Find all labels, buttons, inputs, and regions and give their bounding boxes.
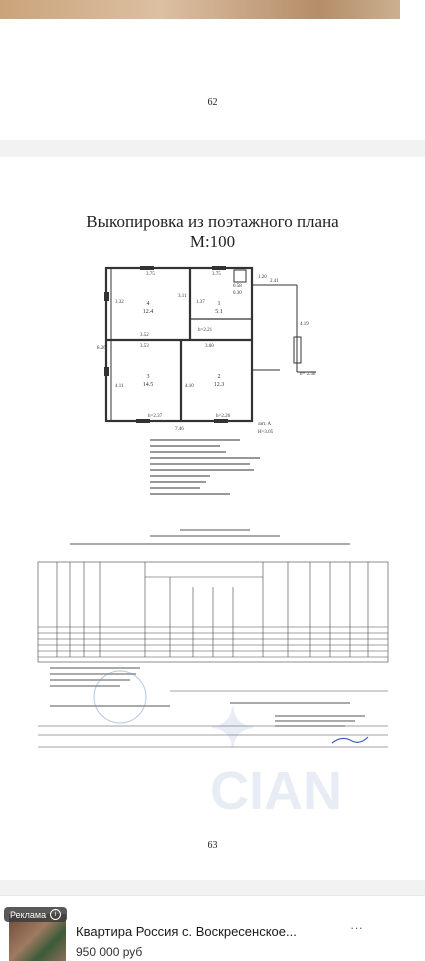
room-1-area: 5.1 [215, 309, 223, 315]
dim-room4-side: 3.32 [115, 300, 124, 305]
plan-title: Выкопировка из поэтажного плана [86, 212, 339, 231]
room-4-number: 4 [146, 301, 150, 307]
room-2-area: 12.3 [213, 382, 225, 388]
room-3-area: 14.5 [142, 382, 154, 388]
dim-small2: 0.30 [233, 291, 242, 296]
listing-price: 950 000 руб [76, 945, 143, 959]
dim-lit: лит. А [258, 422, 272, 427]
dim-h-bottom: H=3.05 [258, 430, 274, 435]
page-number: 63 [207, 840, 218, 851]
dim-room2-side: 4.10 [185, 384, 194, 389]
photo-preview [0, 0, 400, 19]
dim-outside-b: 4.19 [300, 322, 309, 327]
dim-room4-mid: 3.11 [178, 294, 187, 299]
dim-left-height: 8.26 [97, 346, 106, 351]
dim-h-left: h=2.37 [148, 414, 163, 419]
document-page-63 [0, 157, 425, 880]
ad-listing-card[interactable] [0, 895, 425, 961]
dim-top-right: 3.75 [212, 272, 221, 277]
dim-room3-side: 4.11 [115, 384, 124, 389]
dim-room1-side: 1.37 [196, 300, 205, 305]
dim-mid-center: 3.60 [205, 344, 214, 349]
dim-mid-left: 3.52 [140, 333, 149, 338]
page-number: 62 [207, 97, 218, 108]
more-options-button[interactable]: ... [350, 918, 364, 932]
room-4-area: 12.4 [142, 309, 154, 315]
dim-h-center: h=2.21 [198, 328, 213, 333]
dim-h-right: h=2.26 [216, 414, 231, 419]
info-icon[interactable]: i [50, 909, 61, 920]
ad-badge-label: Реклама [10, 909, 47, 920]
dim-outside-a: 2.41 [270, 279, 279, 284]
room-1-number: 1 [217, 301, 221, 307]
watermark: ✦ CIAN [210, 699, 342, 821]
room-2-number: 2 [217, 374, 221, 380]
dim-top-left: 3.75 [146, 272, 155, 277]
room-3-number: 3 [146, 374, 150, 380]
dim-mid-right: 3.53 [140, 344, 149, 349]
dim-small: 0.58 [233, 284, 242, 289]
listing-title[interactable]: Квартира Россия с. Воскресенское... [76, 924, 297, 939]
ad-badge[interactable] [4, 907, 67, 922]
dim-h-outside: h= 2.40 [300, 372, 316, 377]
dim-porch: 1.20 [258, 275, 267, 280]
plan-scale: М:100 [189, 232, 236, 251]
document-page-62 [0, 0, 425, 140]
dim-bottom: 7.46 [175, 427, 184, 432]
